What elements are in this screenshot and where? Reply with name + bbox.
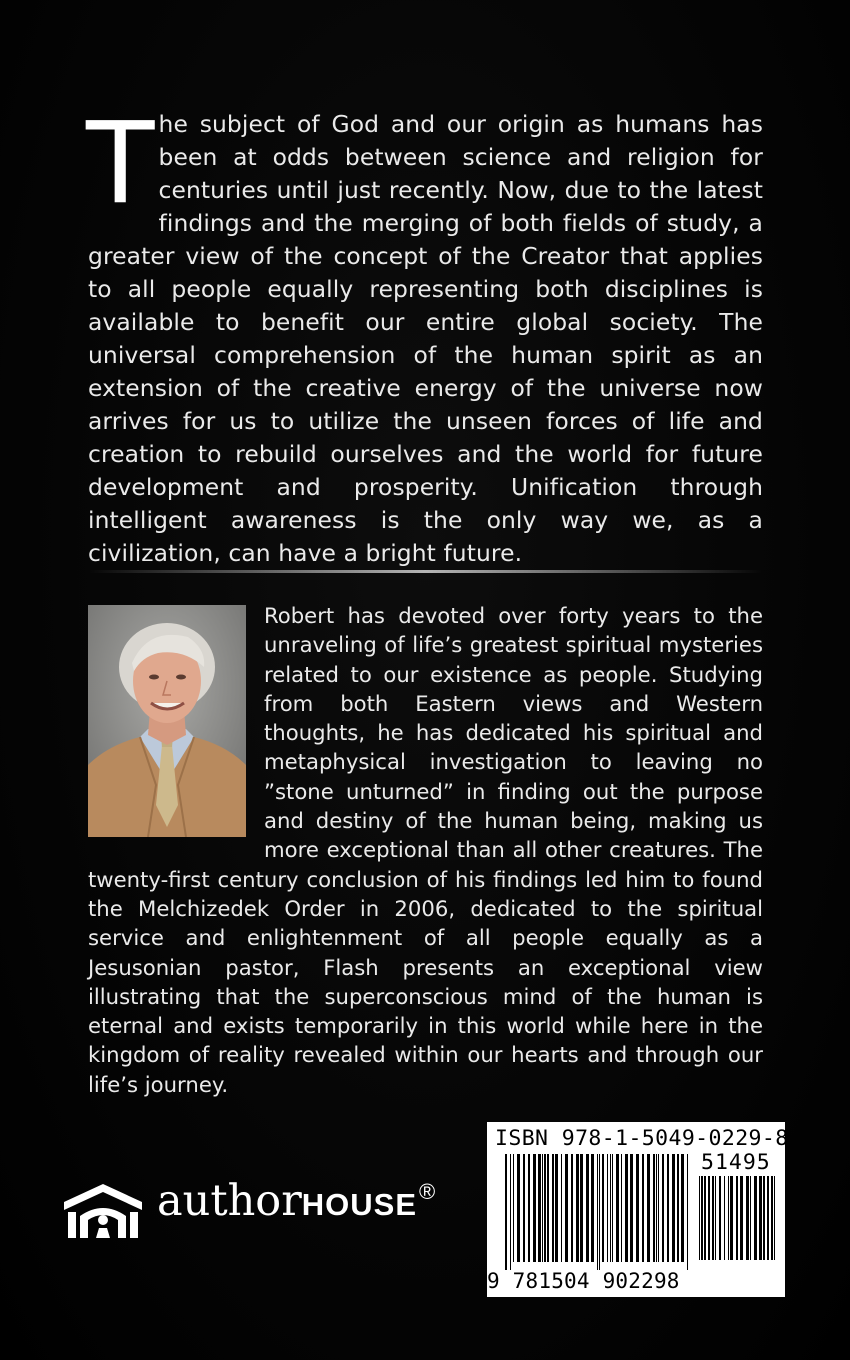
isbn-label: ISBN 978-1-5049-0229-8 [495, 1126, 789, 1151]
barcode-bar [672, 1154, 675, 1262]
publisher-name-upper: HOUSE [301, 1187, 417, 1222]
barcode-bar [602, 1154, 604, 1262]
barcode-bar [555, 1154, 558, 1262]
authorhouse-logo-icon [60, 1180, 146, 1244]
barcode-bar [505, 1154, 507, 1270]
barcode-bar [730, 1176, 733, 1260]
barcode-bar [523, 1154, 525, 1262]
barcode-bar [591, 1154, 594, 1262]
publisher-name [157, 1176, 435, 1226]
barcode-bar [677, 1154, 679, 1262]
ean-barcode-bars [505, 1154, 691, 1270]
barcode-bar [719, 1176, 721, 1260]
barcode-bar [565, 1154, 568, 1262]
barcode-bar [597, 1154, 598, 1270]
barcode-bar [538, 1154, 541, 1262]
barcode-bar [656, 1154, 657, 1262]
author-photo [88, 605, 246, 837]
barcode-bar [544, 1154, 546, 1262]
divider-line [88, 570, 763, 573]
barcode-bar [580, 1154, 583, 1262]
barcode-bar [542, 1154, 543, 1262]
barcode-bar [704, 1176, 706, 1260]
barcode-bar [547, 1154, 549, 1262]
addon-number: 51495 [701, 1150, 771, 1175]
ean-number: 9 781504 902298 [487, 1269, 680, 1293]
barcode-bar [653, 1154, 655, 1262]
author-bio [88, 601, 763, 1099]
barcode-bar [630, 1154, 633, 1262]
barcode-bar [712, 1176, 714, 1260]
barcode-bar [701, 1176, 703, 1260]
barcode-bar [715, 1176, 716, 1260]
barcode-bar [667, 1154, 669, 1262]
publisher-name-lower: author [157, 1176, 302, 1226]
barcode-bar [763, 1176, 765, 1260]
barcode-bar [774, 1176, 775, 1260]
barcode-bar [687, 1154, 688, 1270]
barcode-bar [647, 1154, 650, 1262]
barcode-bar [681, 1154, 684, 1262]
barcode-bar [586, 1154, 589, 1262]
barcode-bar [533, 1154, 536, 1262]
barcode-bar [708, 1176, 710, 1260]
barcode-bar [636, 1154, 639, 1262]
barcode-bar [576, 1154, 579, 1262]
barcode-bar [740, 1176, 743, 1260]
addon-barcode-bars [699, 1176, 775, 1260]
publisher-logo [60, 1170, 460, 1250]
barcode-bar [767, 1176, 769, 1260]
barcode-bar [571, 1154, 573, 1262]
barcode-bar [561, 1154, 562, 1262]
book-blurb [86, 99, 763, 570]
barcode-bar [510, 1154, 511, 1270]
registered-mark: ® [419, 1179, 436, 1204]
barcode-bar [642, 1154, 644, 1262]
barcode-bar [759, 1176, 762, 1260]
barcode-bar [552, 1154, 554, 1262]
barcode-bar [724, 1176, 725, 1260]
barcode-bar [513, 1154, 514, 1262]
barcode-bar [699, 1176, 700, 1260]
isbn-barcode [487, 1122, 789, 1297]
barcode-bar [736, 1176, 738, 1260]
barcode-bar [610, 1154, 611, 1262]
barcode-bar [621, 1154, 622, 1262]
barcode-bar [771, 1176, 773, 1260]
blurb-text: he subject of God and our origin as humans has been at odds between science and religion for centuries until just recently. Now, due to the latest findings and the merging of both fields of study, a greater view of the concept of the Creator that applies to all people equally representing both disciplines is available to benefit our entire global society. The universal comprehension of the human spirit as an extension of the creative energy of the universe now arrives for us to utilize the unseen forces of life and creation to rebuild ourselves and the world for future development and prosperity. Unification through intelligent awareness is the only way we, as a civilization, can have a bright future. [88, 110, 763, 567]
barcode-bar [517, 1154, 520, 1262]
author-bio-text: Robert has devoted over forty years to the unraveling of life’s greatest spiritual mysteries related to our existence as people. Studying from both Eastern views and Western thoughts, he has dedicated his spiritual and metaphysical investigation to leaving no ”stone unturned” in finding out the purpose and destiny of the human being, making us more exceptional than all other creatures. The twenty-first century conclusion of his findings led him to found the Melchizedek Order in 2006, dedicated to the spiritual service and enlightenment of all people equally as a Jesusonian pastor, Flash presents an exceptional view illustrating that the superconscious mind of the human is eternal and exists temporarily in this world while here in the kingdom of reality revealed within our hearts and through our life’s journey. [88, 603, 763, 1097]
barcode-bar [662, 1154, 664, 1262]
barcode-bar [728, 1176, 729, 1260]
drop-cap: T [86, 99, 155, 229]
barcode-bar [625, 1154, 628, 1262]
barcode-bar [599, 1154, 600, 1270]
barcode-bar [754, 1176, 757, 1260]
barcode-bar [658, 1154, 659, 1262]
barcode-bar [612, 1154, 613, 1262]
barcode-bar [616, 1154, 619, 1262]
barcode-bar [607, 1154, 608, 1262]
barcode-bar [528, 1154, 530, 1262]
barcode-bar [746, 1176, 749, 1260]
barcode-bar [750, 1176, 751, 1260]
